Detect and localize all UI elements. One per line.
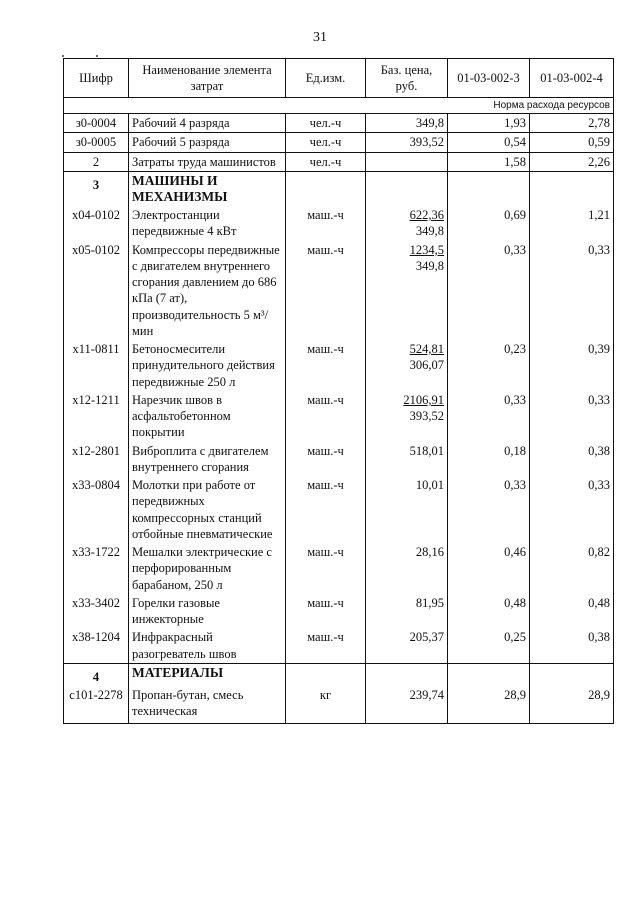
row-price [366,152,448,171]
row-price: 349,8 [366,114,448,133]
machine-row [64,241,614,341]
row-price [366,594,448,629]
row-value-b: 2,26 [530,152,614,171]
row-value-a: 0,33 [448,476,530,543]
row-unit: чел.-ч [286,114,366,133]
machine-price: 205,37 [409,630,444,645]
row-value-b: 0,59 [530,133,614,152]
row-value-b: 0,39 [530,340,614,391]
row-value-b: 0,33 [530,241,614,341]
row-value-b: 0,33 [530,391,614,442]
row-code: х33-3402 [64,594,129,629]
header-unit: Ед.изм. [286,59,366,98]
row-name: Компрессоры передвижные с двигателем внутреннего сгорания давлением до 686 кПа (7 ат), производительность 5 м³/мин [129,241,286,341]
machine-row [64,206,614,241]
machine-price: 622,36 [409,208,444,223]
row-code: х33-0804 [64,476,129,543]
section-title-row [64,663,614,686]
row-unit: чел.-ч [286,152,366,171]
row-name: Инфракрасный разогреватель швов [129,628,286,663]
machine-row [64,628,614,663]
empty-cell [530,171,614,206]
machine-row [64,476,614,543]
row-code: з0-0005 [64,133,129,152]
section-title: МАШИНЫ И МЕХАНИЗМЫ [129,171,286,206]
machine-row [64,594,614,629]
empty-cell [530,663,614,686]
row-code: х12-1211 [64,391,129,442]
section-title-row [64,171,614,206]
labor-row [64,133,614,152]
section-2-row [64,152,614,171]
machinist-wage: 393,52 [409,409,444,424]
row-unit: маш.-ч [286,476,366,543]
scan-dot [62,55,64,57]
row-name: Бетоносмесители принудительного действия передвижные 250 л [129,340,286,391]
machine-price: 28,16 [415,545,444,560]
row-price [366,442,448,477]
row-value-a: 0,33 [448,241,530,341]
row-value-b: 0,82 [530,543,614,594]
row-price: 239,74 [366,686,448,723]
row-value-b: 1,21 [530,206,614,241]
machine-price: 518,01 [409,443,444,458]
row-code: х12-2801 [64,442,129,477]
row-code: з0-0004 [64,114,129,133]
row-value-a: 0,33 [448,391,530,442]
row-value-b: 2,78 [530,114,614,133]
header-name: Наименование элемента затрат [129,59,286,98]
row-value-a: 0,18 [448,442,530,477]
norm-note-row [64,98,614,114]
row-value-b: 0,38 [530,442,614,477]
row-value-b: 0,33 [530,476,614,543]
row-name: Рабочий 4 разряда [129,114,286,133]
section-title: МАТЕРИАЛЫ [129,663,286,686]
row-code: х05-0102 [64,241,129,341]
row-price [366,628,448,663]
row-price [366,476,448,543]
row-unit: маш.-ч [286,391,366,442]
row-unit: маш.-ч [286,543,366,594]
row-unit: кг [286,686,366,723]
row-value-a: 28,9 [448,686,530,723]
row-name: Нарезчик швов в асфальтобетонном покрытии [129,391,286,442]
header-code: Шифр [64,59,129,98]
row-price [366,543,448,594]
row-unit: маш.-ч [286,206,366,241]
machine-price: 524,81 [409,342,444,357]
row-price [366,340,448,391]
row-code: х38-1204 [64,628,129,663]
row-value-a: 1,58 [448,152,530,171]
row-value-b: 28,9 [530,686,614,723]
row-unit: маш.-ч [286,241,366,341]
row-price [366,241,448,341]
row-name: Молотки при работе от передвижных компрессорных станций отбойные пневматические [129,476,286,543]
empty-cell [448,171,530,206]
row-name: Пропан-бутан, смесь техническая [129,686,286,723]
row-unit: маш.-ч [286,628,366,663]
empty-cell [366,171,448,206]
row-name: Рабочий 5 разряда [129,133,286,152]
empty-cell [286,171,366,206]
machinist-wage: 306,07 [409,358,444,373]
header-col-a: 01-03-002-3 [448,59,530,98]
row-value-a: 0,46 [448,543,530,594]
machine-price: 81,95 [415,595,444,610]
row-name: Электростанции передвижные 4 кВт [129,206,286,241]
row-price [366,391,448,442]
row-value-a: 0,25 [448,628,530,663]
machine-price: 10,01 [415,478,444,493]
row-value-a: 0,48 [448,594,530,629]
row-name: Мешалки электрические с перфорированным барабаном, 250 л [129,543,286,594]
row-value-a: 0,23 [448,340,530,391]
machine-price: 2106,91 [403,392,444,407]
row-code: 2 [64,152,129,171]
header-col-b: 01-03-002-4 [530,59,614,98]
row-unit: маш.-ч [286,442,366,477]
row-name: Затраты труда машинистов [129,152,286,171]
machinist-wage: 349,8 [415,258,444,273]
machine-price: 1234,5 [409,242,444,257]
row-code: х04-0102 [64,206,129,241]
row-price: 393,52 [366,133,448,152]
empty-cell [448,663,530,686]
row-value-a: 0,69 [448,206,530,241]
row-name: Горелки газовые инжекторные [129,594,286,629]
row-code: с101-2278 [64,686,129,723]
machinist-wage: 349,8 [415,224,444,239]
machine-row [64,543,614,594]
row-value-a: 0,54 [448,133,530,152]
empty-cell [366,663,448,686]
row-unit: чел.-ч [286,133,366,152]
labor-row [64,114,614,133]
resource-table [63,58,614,724]
row-unit: маш.-ч [286,340,366,391]
material-row [64,686,614,723]
row-code: х11-0811 [64,340,129,391]
scan-dot [96,55,98,57]
header-price: Баз. цена, руб. [366,59,448,98]
section-number: 3 [64,171,129,206]
machine-row [64,340,614,391]
page-number: 31 [313,30,327,45]
empty-cell [286,663,366,686]
machine-row [64,442,614,477]
row-unit: маш.-ч [286,594,366,629]
section-number: 4 [64,663,129,686]
row-value-a: 1,93 [448,114,530,133]
machine-row [64,391,614,442]
row-value-b: 0,38 [530,628,614,663]
row-code: х33-1722 [64,543,129,594]
row-value-b: 0,48 [530,594,614,629]
norm-note: Норма расхода ресурсов [64,98,614,114]
row-name: Виброплита с двигателем внутреннего сгорания [129,442,286,477]
header-row [64,59,614,98]
row-price [366,206,448,241]
